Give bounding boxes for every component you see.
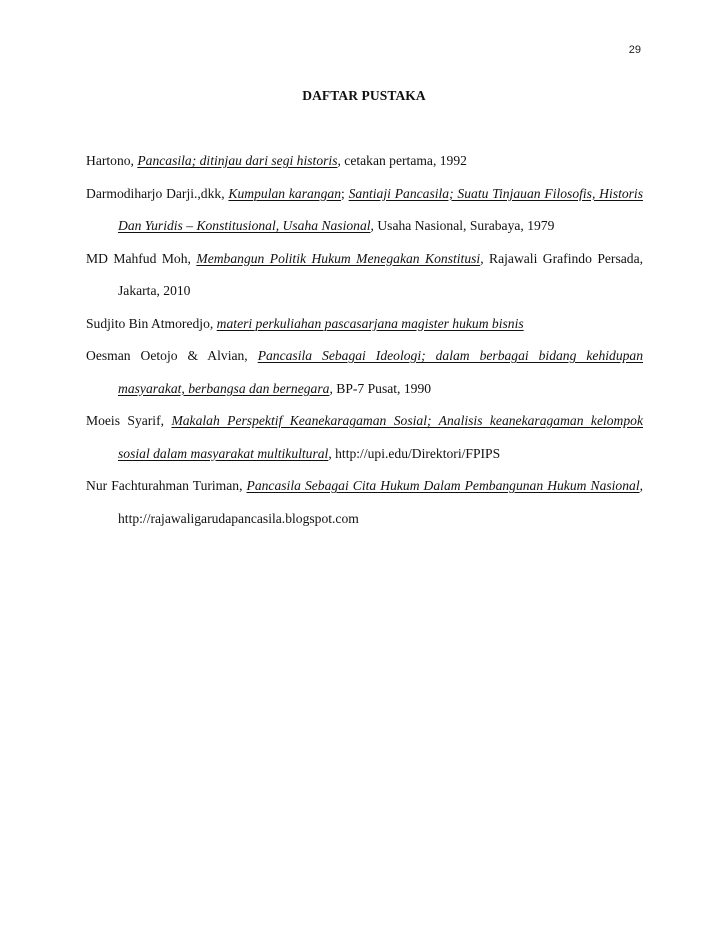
reference-item — [86, 243, 643, 308]
reference-publication: , cetakan pertama, 1992 — [337, 153, 467, 168]
reference-item — [86, 178, 643, 243]
reference-title: Kumpulan karangan — [228, 185, 341, 201]
reference-item — [86, 340, 643, 405]
reference-title: Pancasila Sebagai Cita Hukum Dalam Pembangunan Hukum Nasional — [246, 478, 640, 493]
reference-list — [86, 145, 643, 535]
reference-publication: , Rajawali Grafindo Persada, Jakarta, 2010 — [118, 250, 643, 298]
reference-title: Makalah Perspektif Keanekaragaman Sosial; Analisis keanekaragaman kelompok sosial dalam masyarakat multikultural — [118, 413, 644, 461]
reference-author: Sudjito Bin Atmoredjo, — [86, 315, 217, 331]
reference-title: Pancasila Sebagai Ideologi; dalam berbagai bidang kehidupan masyarakat, berbangsa dan bernegara — [118, 348, 644, 396]
reference-item — [86, 405, 643, 470]
page-number: 29 — [628, 44, 641, 56]
reference-item — [86, 470, 643, 535]
reference-item — [86, 308, 643, 341]
reference-author: MD Mahfud Moh, — [86, 250, 197, 266]
reference-author: Moeis Syarif, — [86, 413, 172, 428]
reference-title: materi perkuliahan pascasarjana magister hukum bisnis — [216, 315, 524, 331]
page-title: DAFTAR PUSTAKA — [302, 88, 426, 103]
reference-author: Hartono, — [86, 153, 138, 168]
reference-separator: ; — [341, 185, 349, 201]
reference-subtitle: Santiaji Pancasila; Suatu Tinjauan Filosofis, Historis Dan Yuridis – Konstitusional, Usaha Nasional — [118, 185, 644, 233]
reference-publication: , Usaha Nasional, Surabaya, 1979 — [370, 218, 555, 233]
reference-item — [86, 145, 643, 178]
reference-author: Oesman Oetojo & Alvian, — [86, 348, 258, 363]
reference-author: Nur Fachturahman Turiman, — [86, 478, 247, 493]
reference-title: Membangun Politik Hukum Menegakan Konstitusi — [196, 250, 481, 266]
reference-author: Darmodiharjo Darji.,dkk, — [86, 185, 229, 201]
reference-publication: , http://rajawaligarudapancasila.blogspot.com — [118, 478, 644, 526]
reference-publication: , http://upi.edu/Direktori/FPIPS — [328, 445, 501, 461]
reference-title: Pancasila; ditinjau dari segi historis — [137, 153, 338, 168]
reference-publication: , BP-7 Pusat, 1990 — [329, 380, 432, 396]
